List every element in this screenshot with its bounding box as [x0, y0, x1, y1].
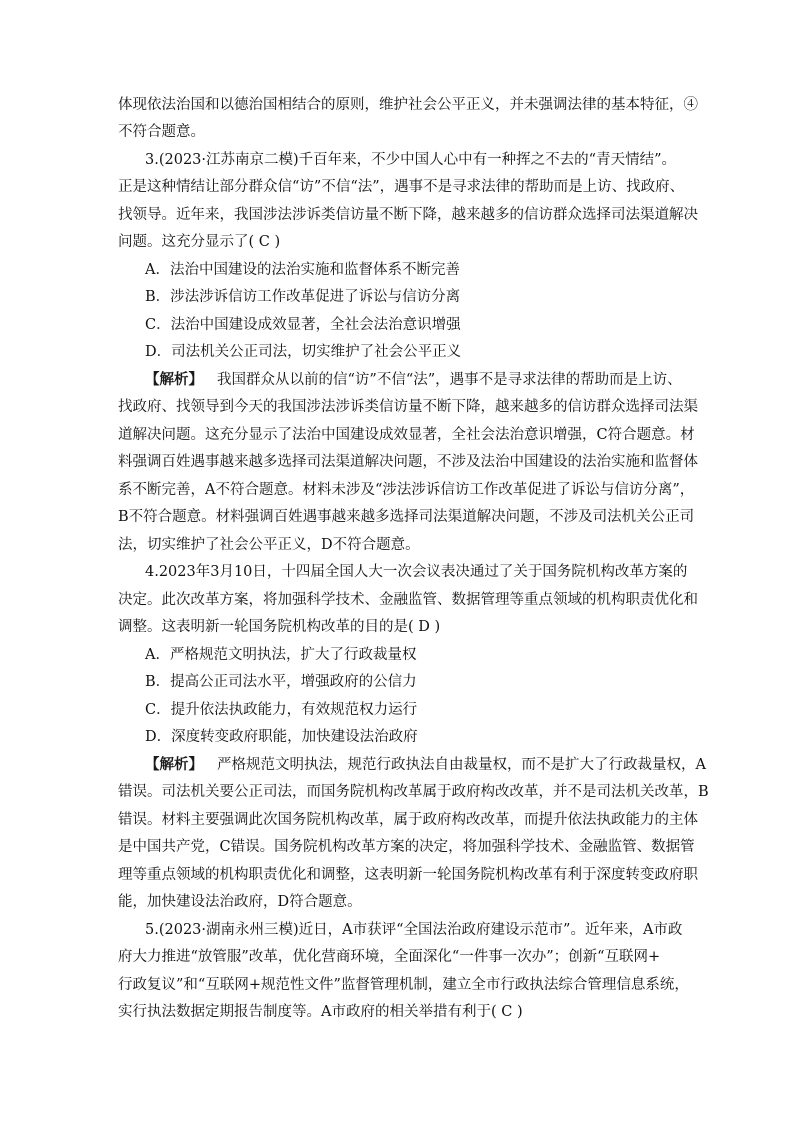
question-3-option-b: B．涉法涉诉信访工作改革促进了诉讼与信访分离	[145, 289, 461, 305]
question-3-option-d: D．司法机关公正司法，切实维护了社会公平正义	[145, 344, 462, 360]
analysis-4	[145, 755, 715, 775]
analysis-text: 我国群众从以前的信“访”不信“法”，遇事不是寻求法律的帮助而是上访、	[217, 372, 682, 388]
analysis-3	[145, 370, 715, 390]
text-line: 决定。此次改革方案，将加强科学技术、金融监管、数据管理等重点领域的机构职责优化和	[118, 592, 698, 608]
analysis-label: 【解析】	[145, 757, 203, 773]
text-line: 府大力推进“放管服”改革，优化营商环境，全面深化“一件事一次办”；创新“互联网+	[118, 949, 661, 965]
text-line: 找政府、找领导到今天的我国涉法涉诉类信访量不断下降，越来越多的信访群众选择司法渠	[118, 399, 698, 415]
text-line: 不符合题意。	[118, 124, 205, 140]
text-line: 体现依法治国和以德治国相结合的原则，维护社会公平正义，并未强调法律的基本特征，④	[118, 97, 698, 113]
question-4-option-c: C．提升依法执政能力，有效规范权力运行	[145, 702, 418, 718]
text-line: 行政复议”和“互联网+规范性文件”监督管理机制，建立全市行政执法综合管理信息系统，	[118, 977, 689, 993]
question-4-option-b: B．提高公正司法水平，增强政府的公信力	[145, 674, 417, 690]
text-line: 错误。司法机关要公正司法，而国务院机构改革属于政府构改改革，并不是司法机关改革，B	[118, 784, 709, 800]
text-line: 正是这种情结让部分群众信“访”不信“法”，遇事不是寻求法律的帮助而是上访、找政府、	[118, 179, 685, 195]
text-line: 调整。这表明新一轮国务院机构改革的目的是( D )	[118, 619, 441, 635]
text-line: 错误。材料主要强调此次国务院机构改革，属于政府构改改革，而提升依法执政能力的主体	[118, 812, 698, 828]
text-line: 系不断完善，A不符合题意。材料未涉及“涉法涉诉信访工作改革促进了诉讼与信访分离”，	[118, 482, 695, 498]
analysis-text: 严格规范文明执法，规范行政执法自由裁量权，而不是扩大了行政裁量权，A	[217, 757, 706, 773]
text-line: 道解决问题。这充分显示了法治中国建设成效显著，全社会法治意识增强，C符合题意。材	[118, 427, 695, 443]
question-5-stem: 5.(2023·湖南永州三模)近日，A市获评“全国法治政府建设示范市”。近年来，A市政	[145, 922, 683, 938]
question-3-option-a: A．法治中国建设的法治实施和监督体系不断完善	[145, 262, 460, 278]
question-3-option-c: C．法治中国建设成效显著，全社会法治意识增强	[145, 317, 461, 333]
text-line: 是中国共产党，C错误。国务院机构改革方案的决定，将加强科学技术、金融监管、数据管	[118, 839, 695, 855]
text-line: 实行执法数据定期报告制度等。A市政府的相关举措有利于( C )	[118, 1004, 523, 1020]
text-line: 法，切实维护了社会公平正义，D不符合题意。	[118, 537, 420, 553]
analysis-label: 【解析】	[145, 372, 203, 388]
text-line: 问题。这充分显示了( C )	[118, 234, 281, 250]
text-line: B不符合题意。材料强调百姓遇事越来越多选择司法渠道解决问题，不涉及司法机关公正司	[118, 509, 695, 525]
text-line: 理等重点领域的机构职责优化和调整，这表明新一轮国务院机构改革有利于深度转变政府职	[118, 867, 698, 883]
text-line: 料强调百姓遇事越来越多选择司法渠道解决问题，不涉及法治中国建设的法治实施和监督体	[118, 454, 698, 470]
question-4-option-a: A．严格规范文明执法，扩大了行政裁量权	[145, 647, 417, 663]
text-line: 能，加快建设法治政府，D符合题意。	[118, 894, 362, 910]
question-3-stem: 3.(2023·江苏南京二模)千百年来，不少中国人心中有一种挥之不去的“青天情结”。	[145, 152, 676, 168]
text-line: 找领导。近年来，我国涉法涉诉类信访量不断下降，越来越多的信访群众选择司法渠道解决	[118, 207, 698, 223]
question-4-option-d: D．深度转变政府职能，加快建设法治政府	[145, 729, 418, 745]
question-4-stem: 4.2023年3月10日，十四届全国人大一次会议表决通过了关于国务院机构改革方案的	[145, 564, 688, 580]
